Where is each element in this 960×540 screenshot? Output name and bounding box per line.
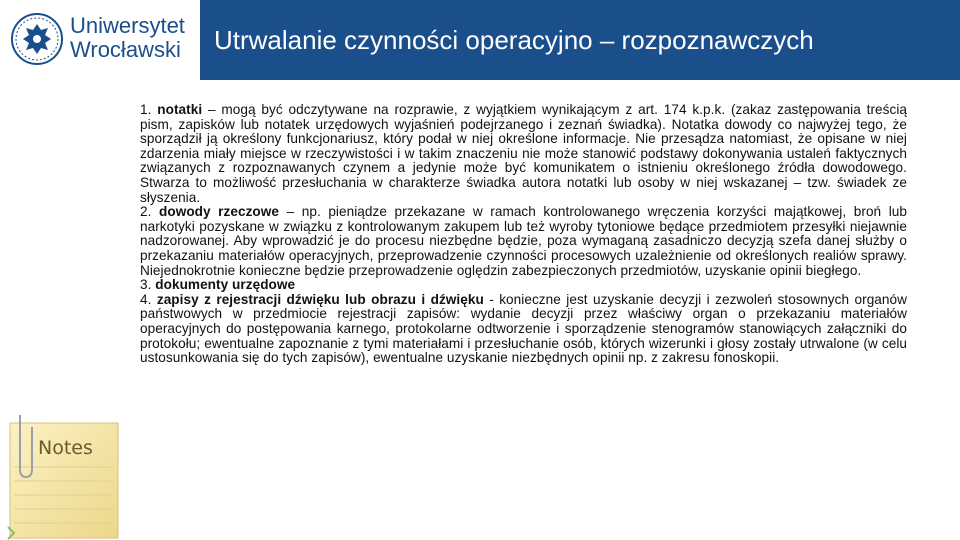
university-emblem-icon: [10, 12, 64, 66]
notes-icon: [0, 405, 130, 540]
item-number: 1.: [140, 102, 152, 117]
university-name-line2: Wrocławski: [70, 37, 181, 62]
university-name-line1: Uniwersytet: [70, 13, 185, 38]
list-item-2: [140, 205, 907, 278]
item-heading: dokumenty urzędowe: [155, 277, 296, 293]
item-number: 4.: [140, 291, 152, 307]
page-title: Utrwalanie czynności operacyjno – rozpoznawczych: [214, 25, 814, 55]
item-text: – mogą być odczytywane na rozprawie, z wyjątkiem wynikającym z art. 174 k.p.k. (zakaz zastępowania treścią pism, zapisków lub notatek urzędowych wyjaśnień podejrzanego i zeznań świadka). Notatka dowody co najwyżej tego, że sporządził ją określony funkcjonariusz, który podał w niej określone informacje. Nie przesądza natomiast, że opisane w niej zdarzenia miały miejsce w rzeczywistości i w takim znaczeniu nie może stanowić podstawy dokonywania ustaleń faktycznych związanych z rozpoznawanych czynem a jedynie może być komunikatem o istnieniu określonego źródła dowodowego. Stwarza to możliwość przesłuchania w charakterze świadka autora notatki lub osoby w niej wskazanej – tzw. świadek ze słyszenia.: [140, 102, 908, 205]
university-name: [70, 14, 185, 62]
notes-label: Notes: [38, 437, 93, 459]
item-heading: zapisy z rejestracji dźwięku lub obrazu i dźwięku: [156, 291, 484, 307]
list-item-3: [140, 278, 907, 293]
item-heading: dowody rzeczowe: [158, 204, 280, 220]
item-heading: notatki: [157, 102, 203, 117]
item-number: 3.: [140, 277, 152, 293]
item-text: - konieczne jest uzyskanie decyzji i zezwoleń stosownych organów państwowych w przedmiocie rejestracji zapisów: wydanie decyzji przez właściwy organ o przekazaniu materiałów operacyjnych do postępowania karnego, protokolarne odtworzenie i sporządzenie stenogramów stanowiących załączniki do protokołu; ewentualne zapoznanie z tymi materiałami i przesłuchanie osób, których wizerunki i głosy zostały utrwalone (w celu ustosunkowania się do tych zapisów), ewentualne uzyskanie niezbędnych opinii np. z zakresu fonoskopii.: [140, 291, 908, 366]
item-number: 2.: [140, 204, 152, 220]
content-body: [140, 103, 907, 366]
item-text: – np. pieniądze przekazane w ramach kontrolowanego wręczenia korzyści majątkowej, broń lub narkotyki pozyskane w związku z kontrolowanym zakupem lub też wyroby tytoniowe będące przedmiotem przesyłki niejawnie nadzorowanej. Aby wprowadzić je do procesu niezbędne będzie, poza wymaganą zasadniczo decyzją szefa danej służby o przekazaniu materiałów operacyjnych, przeprowadzenie czynności procesowych uzależnienie od określonych realiów sprawy. Niejednokrotnie konieczne będzie przeprowadzenie oględzin zabezpieczonych przedmiotów, uzyskanie opinii biegłego.: [140, 204, 907, 278]
header-logo-area: [0, 0, 200, 80]
list-item-4: [140, 293, 907, 366]
list-item-1: [140, 103, 907, 205]
